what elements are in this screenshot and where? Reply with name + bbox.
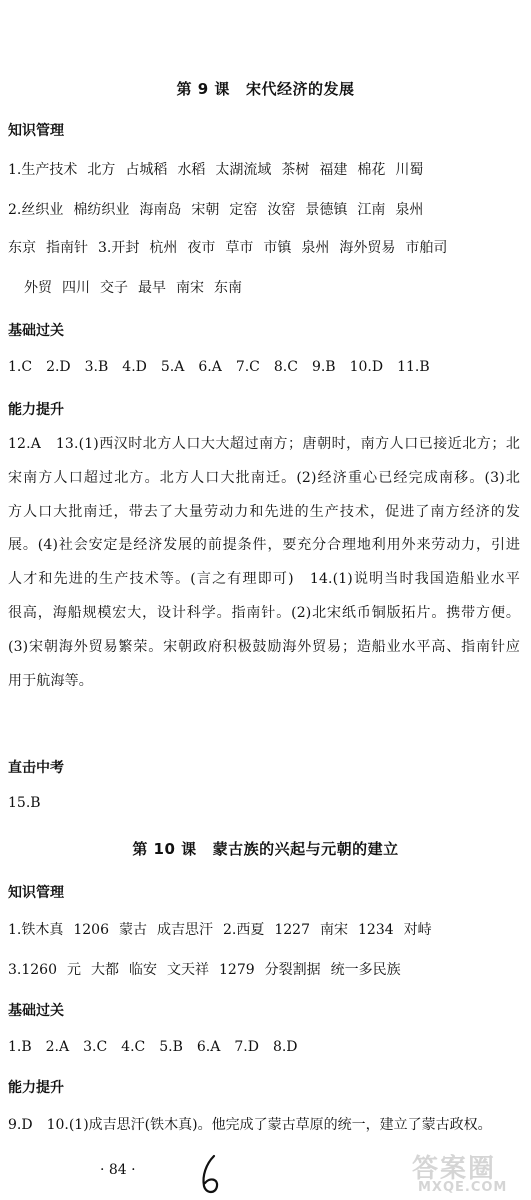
paragraph-line: 展。(4)社会安定是经济发展的前提条件，要充分合理地利用外来劳动力，引进 [8, 537, 520, 554]
list-item: 汝窑 [267, 202, 296, 218]
list-item: 市舶司 [405, 240, 448, 256]
paragraph-line: 宋南方人口超过北方。北方人口大批南迁。(2)经济重心已经完成南移。(3)北 [8, 469, 520, 486]
lesson9-title-num: 第 9 课 [176, 80, 230, 98]
list-item: 福建 [319, 162, 348, 178]
lesson10-ability-heading: 能力提升 [8, 1080, 64, 1096]
lesson10-knowledge-line1 [8, 919, 432, 939]
list-item: 最早 [138, 280, 166, 296]
paragraph-line: 用于航海等。 [8, 672, 93, 689]
list-item: 东南 [214, 280, 242, 296]
list-item: 大都 [91, 962, 119, 978]
lesson9-knowledge-line2 [8, 199, 423, 219]
list-item: 临安 [129, 962, 157, 978]
lesson10-knowledge-line2 [8, 959, 401, 979]
lesson9-exam-answer: 15.B [8, 795, 41, 811]
list-item: 交子 [100, 280, 128, 296]
list-item: 1234 [358, 922, 394, 938]
list-item: 3.1260 [8, 962, 57, 978]
list-item: 川蜀 [395, 162, 424, 178]
lesson9-exam-heading: 直击中考 [8, 760, 64, 776]
lesson9-knowledge-line1 [8, 159, 423, 179]
list-item: 对峙 [403, 922, 432, 938]
list-item: 泉州 [395, 202, 424, 218]
list-item: 文天祥 [167, 962, 209, 978]
list-item: 成吉思汗 [157, 922, 213, 938]
list-item: 3.开封 [98, 240, 140, 256]
list-item: 草市 [225, 240, 254, 256]
list-item: 1279 [219, 962, 255, 978]
lesson10-title-num: 第 10 课 [132, 840, 197, 858]
list-item: 1.铁木真 [8, 922, 64, 938]
list-item: 分裂割据 [264, 962, 321, 978]
list-item: 海外贸易 [339, 240, 396, 256]
list-item: 棉花 [357, 162, 386, 178]
list-item: 定窑 [229, 202, 258, 218]
lesson10-title-text: 蒙古族的兴起与元朝的建立 [212, 840, 399, 858]
list-item: 景德镇 [305, 202, 348, 218]
watermark [408, 1148, 528, 1196]
list-item: 2.西夏 [223, 922, 265, 938]
list-item: 宋朝 [191, 202, 220, 218]
list-item: 海南岛 [139, 202, 182, 218]
list-item: 占城稻 [125, 162, 168, 178]
watermark-top: 答案圈 [412, 1154, 497, 1184]
list-item: 统一多民族 [330, 962, 401, 978]
list-item: 棉纺织业 [73, 202, 130, 218]
lesson10-basic-heading: 基础过关 [8, 1003, 64, 1019]
list-item: 南宋 [320, 922, 348, 938]
list-item: 1227 [274, 922, 310, 938]
page-number: · 84 · [100, 1162, 136, 1178]
lesson9-knowledge-line3 [8, 237, 447, 257]
list-item: 太湖流域 [215, 162, 272, 178]
lesson9-title-text: 宋代经济的发展 [245, 80, 355, 98]
paragraph-line: 12.A 13.(1)西汉时北方人口大大超过南方；唐朝时，南方人口已接近北方；北 [8, 436, 520, 452]
list-item: 东京 [8, 240, 36, 256]
paragraph-line: 方人口大批南迁，带去了大量劳动力和先进的生产技术，促进了南方经济的发 [8, 503, 520, 520]
list-item: 北方 [87, 162, 116, 178]
list-item: 元 [67, 962, 81, 978]
list-item: 水稻 [177, 162, 206, 178]
list-item: 蒙古 [119, 922, 147, 938]
lesson10-ability-line: 9.D 10.(1)成吉思汗(铁木真)。他完成了蒙古草原的统一，建立了蒙古政权。 [8, 1117, 492, 1133]
list-item: 南宋 [176, 280, 204, 296]
list-item: 茶树 [281, 162, 310, 178]
watermark-bottom: MXQE.COM [418, 1180, 508, 1195]
lesson9-knowledge-line4 [24, 277, 242, 297]
lesson9-basic-heading: 基础过关 [8, 323, 64, 339]
lesson9-basic-answers: 1.C 2.D 3.B 4.D 5.A 6.A 7.C 8.C 9.B 10.D 11.B [8, 359, 430, 375]
list-item: 江南 [357, 202, 386, 218]
paragraph-line: 人才和先进的生产技术等。(言之有理即可) 14.(1)说明当时我国造船业水平 [8, 571, 520, 588]
lesson10-basic-answers: 1.B 2.A 3.C 4.C 5.B 6.A 7.D 8.D [8, 1039, 298, 1055]
lesson10-title [0, 838, 531, 859]
list-item: 2.丝织业 [8, 202, 64, 218]
list-item: 杭州 [149, 240, 178, 256]
list-item: 泉州 [301, 240, 330, 256]
lesson9-title [0, 78, 531, 99]
list-item: 夜市 [187, 240, 216, 256]
list-item: 市镇 [263, 240, 292, 256]
handwritten-mark [196, 1152, 226, 1198]
lesson9-knowledge-heading: 知识管理 [8, 123, 64, 139]
list-item: 指南针 [46, 240, 88, 256]
list-item: 1.生产技术 [8, 162, 78, 178]
lesson10-knowledge-heading: 知识管理 [8, 885, 64, 901]
paragraph-line: (3)宋朝海外贸易繁荣。宋朝政府积极鼓励海外贸易；造船业水平高、指南针应 [8, 638, 520, 655]
lesson9-ability-heading: 能力提升 [8, 402, 64, 418]
list-item: 外贸 [24, 280, 52, 296]
paragraph-line: 很高，海船规模宏大，设计科学。指南针。(2)北宋纸币铜版拓片。携带方便。 [8, 604, 520, 621]
list-item: 1206 [73, 922, 109, 938]
list-item: 四川 [62, 280, 90, 296]
lesson9-ability-paragraph [8, 428, 520, 698]
